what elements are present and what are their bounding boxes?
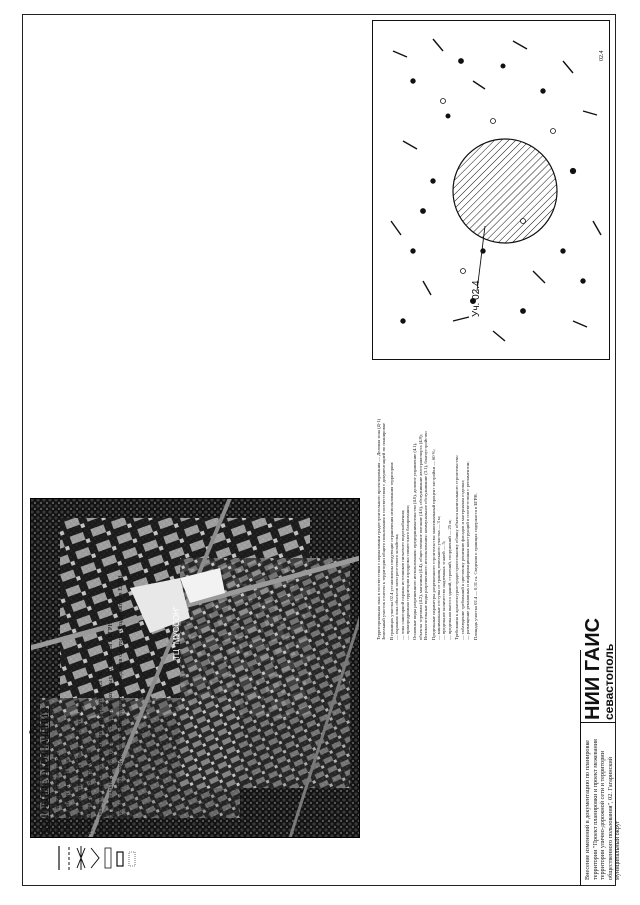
detail-map	[373, 21, 610, 360]
legend-item: земельные участки, сведения о которых содержатся в ЕГРН	[97, 671, 104, 834]
legend-symbol-land-plots	[104, 846, 112, 870]
legend-item: объекты капитального строительства, сведения о которых содержатся в ЕГРН	[107, 621, 114, 834]
plot-label: Уч. 02.4	[471, 280, 482, 317]
legend-symbol-linear-cancelled	[76, 846, 86, 870]
legend-title: УСЛОВНЫЕ ОБОЗНАЧЕНИЯ	[40, 707, 50, 834]
stamp-description: Внесение изменений в документацию по планировке территории "Проект планировки и проект межевания территории улично-дорожной сети и территории общественного пользования", 02. Гагаринский муниципальный округ	[584, 739, 622, 880]
street-label: ул. Руднева	[28, 708, 36, 745]
legend-symbol-zone	[128, 846, 136, 870]
legend-item: красные линии отменяемые	[64, 758, 71, 834]
corner-code: 02.4	[599, 50, 605, 61]
legend-symbol-red-line-approved	[56, 846, 62, 870]
stamp-org-block	[582, 617, 616, 720]
legend-item: красные линии линейных объектов отменяемые	[76, 703, 83, 834]
legend-item: красные линии утверждаемые	[54, 751, 61, 834]
legend-item: красные линии проектируемые	[86, 749, 93, 834]
building-label: ТЦ "МУССОН"	[172, 606, 181, 660]
notes-block: Территориальная зона в соответствии с нормативами градостроительного проектирования — Деловая зона (Д-1) Земельный участок отнесен к территории общего пользования в соответствии с документацией по планировке В границах участка 02.4 установлены следующие ограничения использования территории: — охранная зона объектов электросетевого хозяйства; — зона санитарной охраны источников питьевого водоснабжения; — приаэродромная территория аэродрома совместного базирования; Основные виды разрешенного использования: предпринимательство (4.0), деловое управление (4.1), объекты торговли (4.2), магазины (4.4), общественное питание (4.6), обслуживание автотранспорта (4.9); Вспомогательные виды разрешенного использования: коммунальное обслуживание (3.1), благоустройство Предельные параметры разрешенного строительства: максимальный процент застройки — 60 %; — минимальные отступы от границ земельного участка — 3 м; — предельное количество надземных этажей — 5; — предельная высота зданий, строений, сооружений — 25 м; Требования к архитектурно-градостроительному облику объекта капитального строительства: — соблюдение требований к цветовому решению фасадов и материалам отделки; — размещение рекламных и информационных конструкций в соответствии с регламентом; Площадь участка 02.4 — 0,31 га. Сведения о границах содержатся в ЕГРН.	[376, 418, 478, 640]
legend-symbol-red-line-cancelled	[66, 846, 72, 870]
legend-symbol-red-line-designed	[90, 846, 100, 870]
legend-symbol-buildings	[116, 846, 124, 870]
detail-map-frame	[372, 20, 610, 360]
plot-zone	[453, 139, 557, 243]
stamp-org: НИИ ГАИС	[582, 617, 604, 720]
legend	[40, 540, 135, 870]
stamp-city: севастополь	[602, 643, 616, 720]
legend-item: зона с особыми условиями использования территории, сведения о которых содержатся в ЕГРН	[117, 575, 124, 834]
